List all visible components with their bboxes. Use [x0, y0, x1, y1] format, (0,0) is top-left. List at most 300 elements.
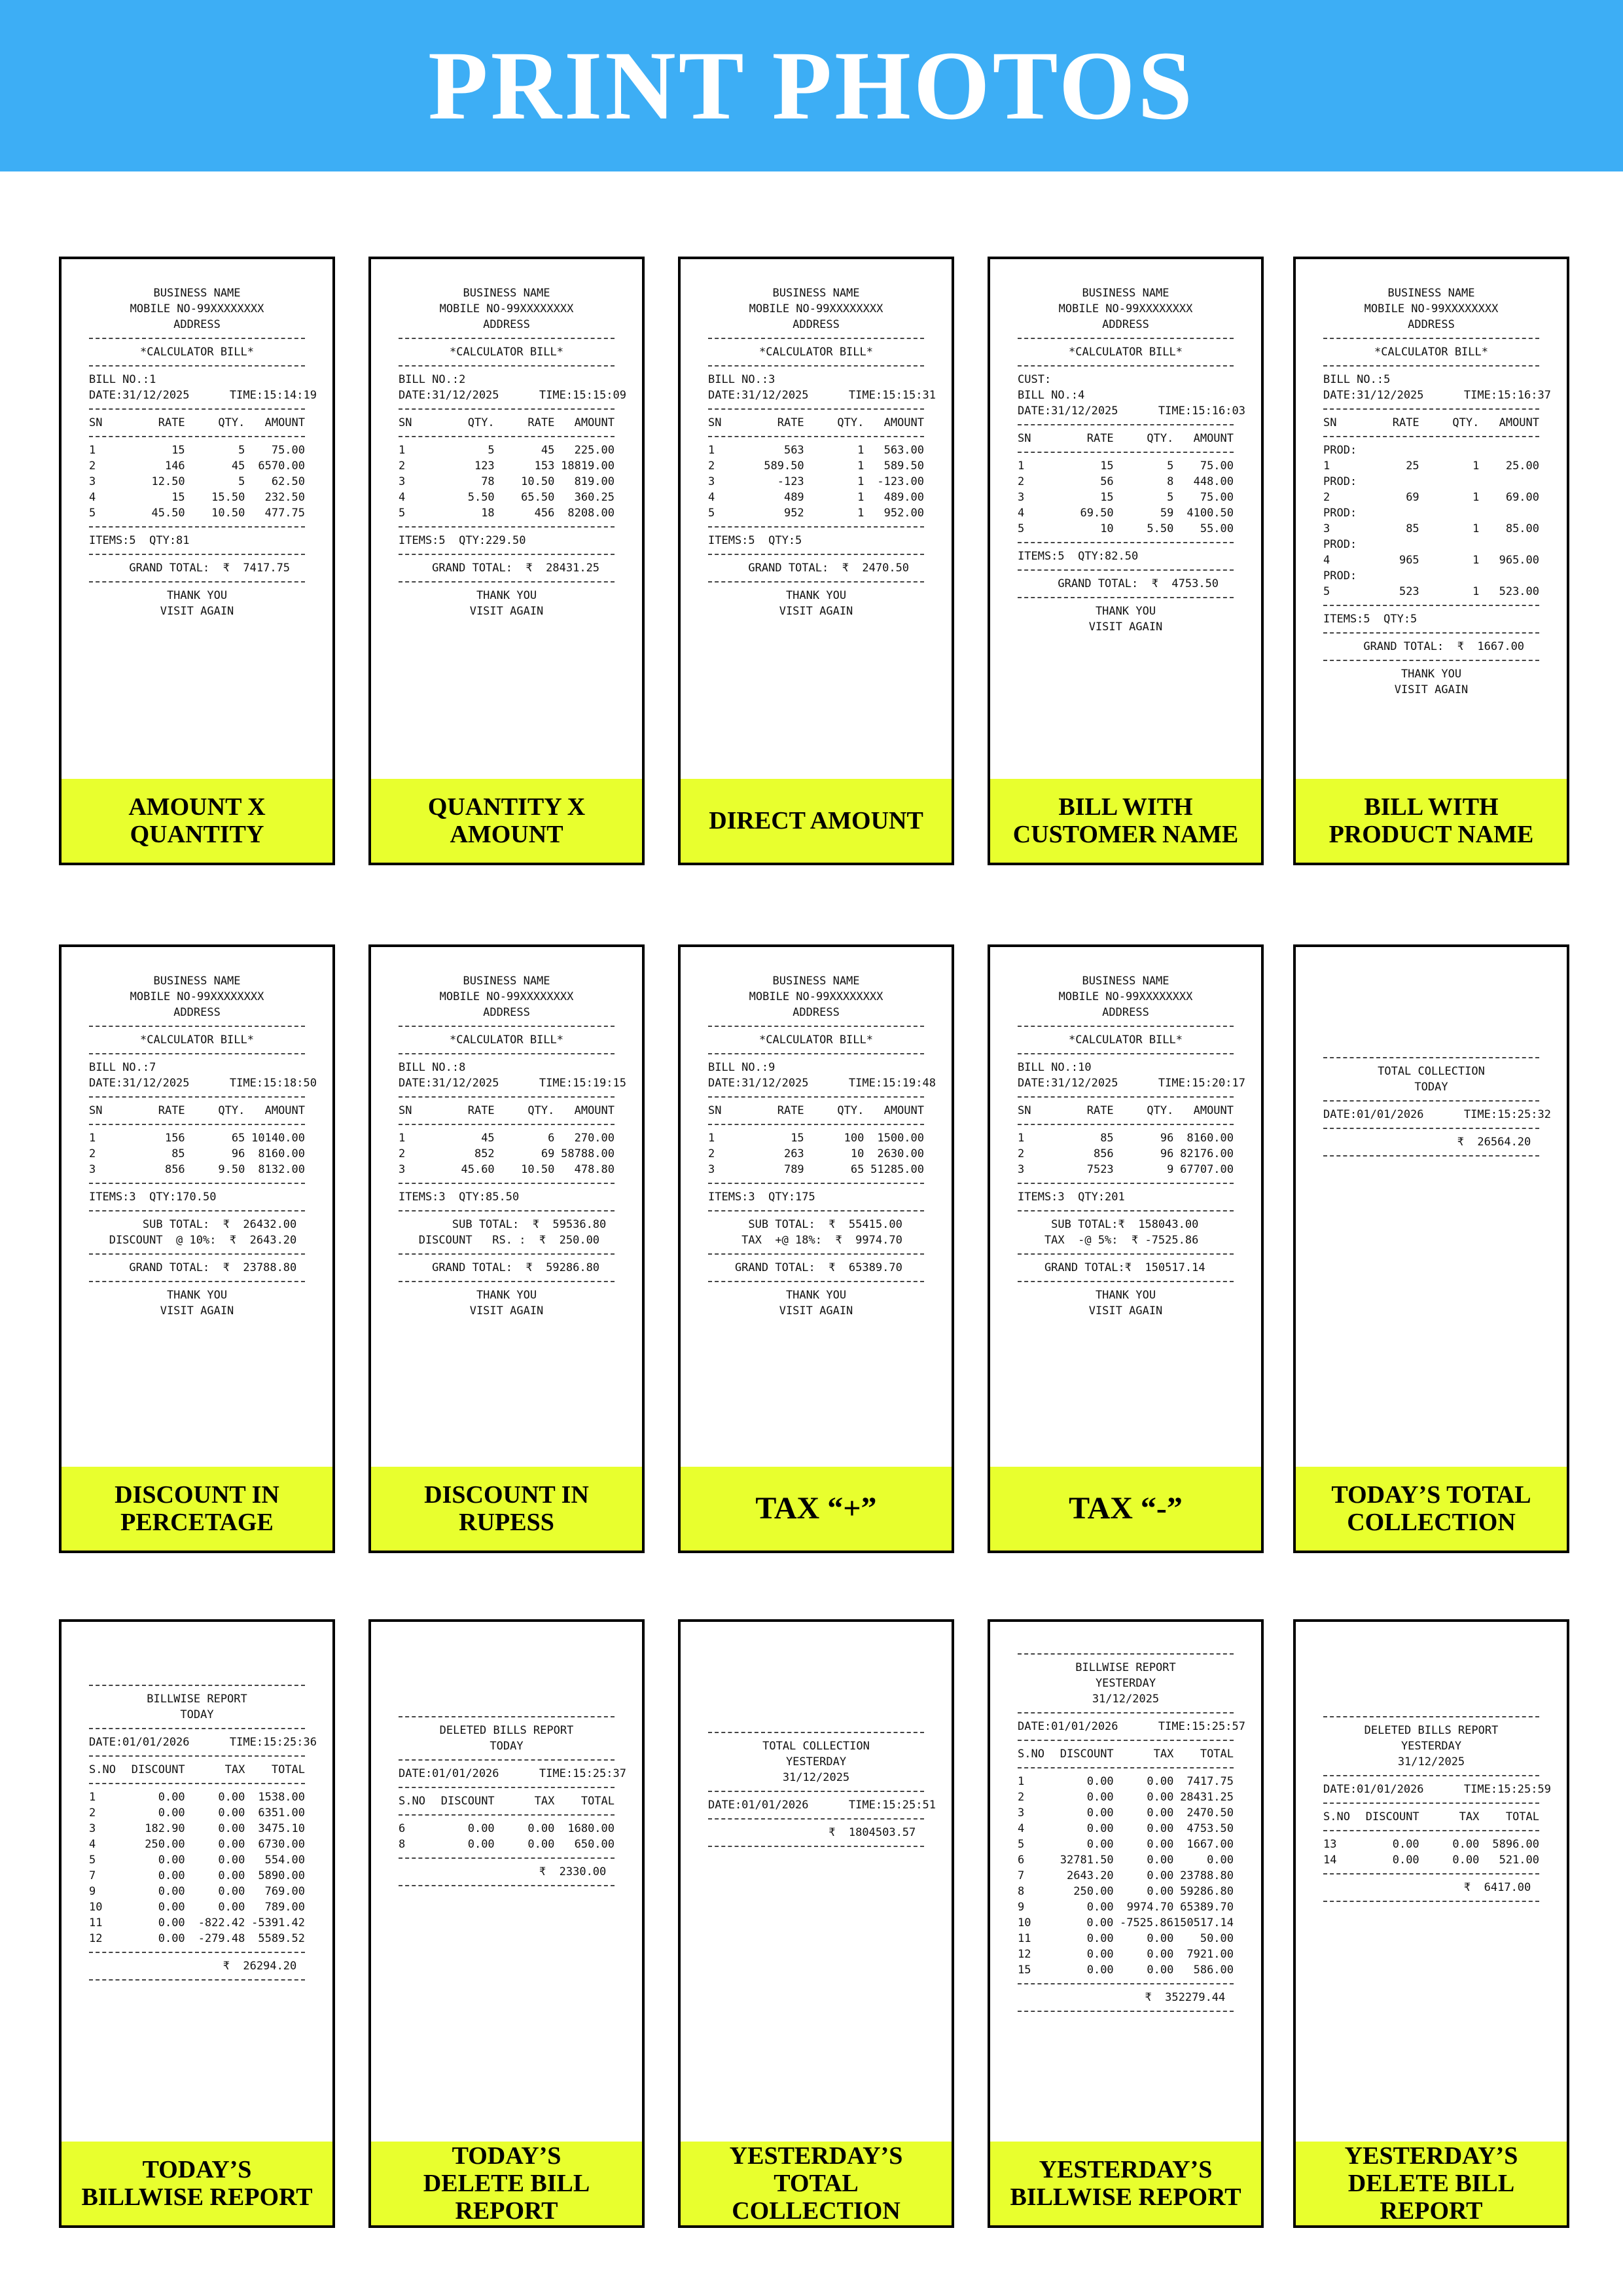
receipt-cell: 7921.00	[1186, 1948, 1234, 1961]
receipt-row	[399, 1837, 615, 1852]
receipt-cell: 0.00	[218, 1885, 245, 1898]
receipt-row	[1018, 1931, 1234, 1946]
receipt-cell: 521.00	[1499, 1854, 1540, 1867]
receipt-cell: 5896.00	[1492, 1838, 1540, 1851]
receipt-line: VISIT AGAIN	[779, 1304, 853, 1318]
receipt-cell: SN	[708, 416, 722, 429]
receipt-cell: 96	[1160, 1147, 1174, 1160]
receipt-line: MOBILE NO-99XXXXXXXX	[1058, 990, 1193, 1003]
receipt-line: DATE:31/12/2025 TIME:15:16:37	[1323, 389, 1551, 402]
dashed-divider	[1323, 365, 1539, 367]
receipt-cell: 1500.00	[877, 1132, 925, 1145]
receipt-cell: 2	[1018, 475, 1025, 488]
dashed-divider	[399, 1096, 615, 1098]
receipt-cell: 250.00	[1073, 1885, 1114, 1898]
receipt-line: GRAND TOTAL:₹ 150517.14	[1018, 1261, 1205, 1274]
receipt-caption: TODAY’S TOTAL COLLECTION	[1296, 1467, 1567, 1551]
receipt-cell: 6	[399, 1822, 406, 1835]
dashed-divider	[708, 408, 924, 410]
dashed-divider	[1018, 452, 1234, 453]
receipt-cell: 59286.80	[1180, 1885, 1234, 1898]
receipt-caption: BILL WITH PRODUCT NAME	[1296, 779, 1567, 863]
receipt-cell: SN	[708, 1104, 722, 1117]
dashed-divider	[708, 1818, 924, 1820]
receipt-line: VISIT AGAIN	[160, 1304, 234, 1318]
receipt-cell: 96	[1160, 1132, 1174, 1145]
dashed-divider	[89, 338, 305, 339]
receipt-line: BILL NO.:3	[708, 373, 776, 386]
dashed-divider	[89, 1124, 305, 1125]
receipt-cell: 965	[1399, 554, 1419, 567]
receipt-line: MOBILE NO-99XXXXXXXX	[1364, 302, 1499, 315]
receipt-cell: RATE	[467, 1104, 495, 1117]
receipt-line: BILLWISE REPORT	[1075, 1661, 1176, 1674]
receipt-cell: 69	[1406, 491, 1419, 504]
receipt-line: DISCOUNT RS. : ₹ 250.00	[399, 1234, 600, 1247]
dashed-divider	[1323, 1155, 1539, 1157]
receipt-print	[990, 259, 1261, 771]
receipt-cell: 3	[708, 1163, 715, 1176]
receipt-cell: 0.00	[1086, 1901, 1114, 1914]
receipt-line: CUST:	[1018, 373, 1052, 386]
receipt-cell: 0.00	[218, 1869, 245, 1882]
receipt-row	[1323, 584, 1539, 600]
receipt-cell: 12	[1018, 1948, 1031, 1961]
receipt-cell: 51285.00	[870, 1163, 925, 1176]
receipt-line: MOBILE NO-99XXXXXXXX	[439, 302, 574, 315]
receipt-cell: 856	[164, 1163, 185, 1176]
receipt-row	[89, 1103, 305, 1119]
receipt-line: MOBILE NO-99XXXXXXXX	[130, 302, 264, 315]
receipt-cell: 6	[1018, 1854, 1025, 1867]
dashed-divider	[1018, 1740, 1234, 1741]
receipt-cell: 1	[89, 444, 96, 457]
receipt-row	[1018, 458, 1234, 474]
receipt-row	[399, 1821, 615, 1837]
receipt-row	[89, 1789, 305, 1805]
receipt-print	[681, 1622, 952, 2134]
receipt-card	[1293, 257, 1569, 865]
receipt-cell: 1	[708, 1132, 715, 1145]
receipt-print	[371, 1622, 642, 2134]
receipt-line: MOBILE NO-99XXXXXXXX	[1058, 302, 1193, 315]
receipt-cell: S.NO	[89, 1763, 116, 1776]
receipt-cell: 856	[1093, 1147, 1114, 1160]
receipt-cell: 100	[844, 1132, 865, 1145]
receipt-line: GRAND TOTAL: ₹ 7417.75	[89, 562, 291, 575]
dashed-divider	[1323, 632, 1539, 634]
receipt-cell: 8208.00	[567, 507, 615, 520]
receipt-cell: 14	[1323, 1854, 1337, 1867]
dashed-divider	[708, 1026, 924, 1027]
receipt-cell: 3	[89, 1822, 96, 1835]
dashed-divider	[1018, 1983, 1234, 1984]
receipt-print	[371, 947, 642, 1459]
receipt-cell: 263	[783, 1147, 804, 1160]
receipt-line: DATE:31/12/2025 TIME:15:15:09	[399, 389, 626, 402]
dashed-divider	[708, 1732, 924, 1733]
receipt-row	[1323, 521, 1539, 537]
dashed-divider	[708, 581, 924, 583]
receipt-cell: 477.75	[264, 507, 306, 520]
receipt-cell: TOTAL	[580, 1795, 615, 1808]
receipt-line: VISIT AGAIN	[1394, 683, 1469, 696]
dashed-divider	[399, 1210, 615, 1211]
receipt-line: GRAND TOTAL: ₹ 23788.80	[89, 1261, 297, 1274]
receipt-cell: 0.00	[218, 1791, 245, 1804]
receipt-card	[1293, 944, 1569, 1553]
receipt-line: DATE:01/01/2026 TIME:15:25:51	[708, 1799, 936, 1812]
receipt-cell: 1667.00	[1186, 1838, 1234, 1851]
receipt-cell: 78	[481, 475, 495, 488]
receipt-cell: 5	[399, 507, 406, 520]
receipt-cell: 0.00	[1207, 1854, 1234, 1867]
receipt-cell: 0.00	[1086, 1916, 1114, 1929]
receipt-line: TAX -@ 5%: ₹ -7525.86	[1018, 1234, 1199, 1247]
receipt-cell: 4	[1018, 507, 1025, 520]
receipt-cell: 32781.50	[1060, 1854, 1114, 1867]
receipt-row	[89, 442, 305, 458]
receipt-cell: 4753.50	[1186, 1822, 1234, 1835]
dashed-divider	[1018, 365, 1234, 367]
receipt-line: *CALCULATOR BILL*	[450, 1033, 563, 1047]
receipt-row	[1018, 474, 1234, 490]
receipt-cell: 1	[857, 444, 865, 457]
receipt-line: TODAY	[1414, 1081, 1448, 1094]
receipt-cell: SN	[1323, 416, 1337, 429]
receipt-cell: AMOUNT	[1193, 432, 1234, 445]
receipt-cell: 8160.00	[258, 1147, 306, 1160]
receipt-cell: 0.00	[527, 1838, 555, 1851]
receipt-cell: 1	[1472, 491, 1480, 504]
dashed-divider	[1018, 1124, 1234, 1125]
receipt-print	[1296, 259, 1567, 771]
receipt-cell: 5.50	[1147, 522, 1174, 535]
receipt-row	[1018, 1746, 1234, 1762]
receipt-cell: 65	[850, 1163, 865, 1176]
receipt-cell: 563.00	[883, 444, 925, 457]
receipt-line: PROD:	[1323, 507, 1357, 520]
receipt-cell: 150517.14	[1173, 1916, 1234, 1929]
dashed-divider	[399, 1053, 615, 1054]
receipt-cell: TOTAL	[1200, 1748, 1234, 1761]
receipt-cell: 8	[1018, 1885, 1025, 1898]
dashed-divider	[1323, 1873, 1539, 1874]
receipt-row	[1323, 1809, 1539, 1825]
dashed-divider	[399, 1183, 615, 1184]
receipt-row	[399, 1146, 615, 1162]
receipt-cell: 59	[1160, 507, 1174, 520]
receipt-line: THANK YOU	[785, 589, 847, 602]
receipt-line: DELETED BILLS REPORT	[1364, 1724, 1499, 1737]
receipt-row	[1018, 1884, 1234, 1899]
receipt-cell: 75.00	[1200, 459, 1234, 473]
receipt-cell: S.NO	[1323, 1810, 1350, 1823]
receipt-card	[59, 1619, 335, 2228]
receipt-line: BILL NO.:2	[399, 373, 466, 386]
receipt-cell: 0.00	[527, 1822, 555, 1835]
dashed-divider	[1018, 542, 1234, 543]
dashed-divider	[708, 1846, 924, 1847]
receipt-cell: 58788.00	[561, 1147, 615, 1160]
receipt-cell: 1	[399, 444, 406, 457]
receipt-line: ITEMS:5 QTY:81	[89, 534, 190, 547]
receipt-row	[1018, 431, 1234, 446]
receipt-cell: 0.00	[1086, 1775, 1114, 1788]
receipt-caption: TAX “-”	[990, 1467, 1261, 1551]
dashed-divider	[708, 1183, 924, 1184]
receipt-line: PROD:	[1323, 475, 1357, 488]
receipt-line: *CALCULATOR BILL*	[1069, 346, 1183, 359]
dashed-divider	[1018, 1767, 1234, 1768]
receipt-print	[990, 947, 1261, 1459]
receipt-cell: 5589.52	[258, 1932, 306, 1945]
receipt-cell: 6	[548, 1132, 555, 1145]
receipt-row	[89, 1805, 305, 1821]
receipt-print	[1296, 947, 1567, 1459]
receipt-line: VISIT AGAIN	[469, 1304, 544, 1318]
receipt-row	[89, 1162, 305, 1177]
receipt-cell: 789.00	[264, 1901, 306, 1914]
receipt-row	[89, 1884, 305, 1899]
dashed-divider	[89, 1281, 305, 1282]
receipt-line: SUB TOTAL: ₹ 26432.00	[89, 1218, 297, 1231]
receipt-cell: 1	[857, 475, 865, 488]
receipt-cell: 62.50	[271, 475, 306, 488]
receipt-row	[1018, 1103, 1234, 1119]
receipt-line: BILL NO.:5	[1323, 373, 1391, 386]
receipt-cell: 5	[1323, 585, 1330, 598]
receipt-line: ADDRESS	[1408, 318, 1455, 331]
dashed-divider	[708, 436, 924, 437]
receipt-cell: 69.50	[1080, 507, 1114, 520]
receipt-cell: 0.00	[1147, 1791, 1174, 1804]
dashed-divider	[708, 1253, 924, 1255]
receipt-cell: 0.00	[1392, 1854, 1419, 1867]
dashed-divider	[399, 1124, 615, 1125]
dashed-divider	[1018, 2011, 1234, 2012]
receipt-line: GRAND TOTAL: ₹ 65389.70	[708, 1261, 902, 1274]
receipt-row	[1018, 1805, 1234, 1821]
dashed-divider	[89, 526, 305, 528]
receipt-row	[89, 1868, 305, 1884]
receipt-cell: -279.48	[198, 1932, 245, 1945]
receipt-row	[708, 474, 924, 490]
receipt-cell: 563	[783, 444, 804, 457]
receipt-cell: 478.80	[574, 1163, 615, 1176]
receipt-line: *CALCULATOR BILL*	[140, 346, 254, 359]
receipt-cell: 18819.00	[561, 459, 615, 473]
receipt-cell: 5	[238, 444, 245, 457]
receipt-cell: SN	[399, 416, 412, 429]
receipt-cell: -5391.42	[251, 1916, 306, 1929]
dashed-divider	[708, 1791, 924, 1792]
receipt-cell: 0.00	[158, 1916, 185, 1929]
receipt-cell: 4	[1018, 1822, 1025, 1835]
receipt-card	[1293, 1619, 1569, 2228]
receipt-cell: 10	[89, 1901, 103, 1914]
dashed-divider	[1018, 338, 1234, 339]
receipt-line: SUB TOTAL: ₹ 59536.80	[399, 1218, 607, 1231]
receipt-line: *CALCULATOR BILL*	[1374, 346, 1488, 359]
dashed-divider	[399, 1253, 615, 1255]
receipt-line: ITEMS:5 QTY:82.50	[1018, 550, 1139, 563]
receipt-cell: 8132.00	[258, 1163, 306, 1176]
dashed-divider	[89, 1979, 305, 1981]
receipt-print	[62, 947, 332, 1459]
receipt-cell: 2	[89, 1147, 96, 1160]
dashed-divider	[1323, 1716, 1539, 1717]
receipt-cell: 1	[1472, 522, 1480, 535]
receipt-cell: DISCOUNT	[1060, 1748, 1114, 1761]
receipt-cell: TAX	[1459, 1810, 1480, 1823]
receipt-cell: 2	[1018, 1147, 1025, 1160]
receipt-cell: 0.00	[1147, 1806, 1174, 1820]
receipt-cell: 15	[791, 1132, 804, 1145]
receipt-line: TODAY	[180, 1708, 214, 1721]
receipt-cell: AMOUNT	[883, 416, 925, 429]
receipt-cell: 0.00	[1086, 1838, 1114, 1851]
receipt-row	[1323, 1852, 1539, 1868]
receipt-row	[1018, 1146, 1234, 1162]
receipt-cell: 489.00	[883, 491, 925, 504]
receipt-row	[1018, 1852, 1234, 1868]
receipt-cell: RATE	[777, 416, 804, 429]
dashed-divider	[1018, 1096, 1234, 1098]
receipt-cell: 650.00	[574, 1838, 615, 1851]
receipt-cell: -123	[777, 475, 804, 488]
receipt-cell: 5.50	[467, 491, 495, 504]
receipt-cell: 65	[231, 1132, 245, 1145]
receipt-cell: 2	[399, 1147, 406, 1160]
receipt-card	[678, 257, 954, 865]
receipt-cell: QTY.	[467, 416, 495, 429]
receipt-line: ITEMS:3 QTY:85.50	[399, 1191, 520, 1204]
page-title: PRINT PHOTOS	[428, 31, 1195, 140]
receipt-cell: QTY.	[527, 1104, 555, 1117]
receipt-cell: 9	[1167, 1163, 1174, 1176]
receipt-print	[371, 259, 642, 771]
receipt-line: ADDRESS	[483, 1006, 530, 1019]
receipt-cell: 250.00	[145, 1838, 185, 1851]
receipt-line: DATE:31/12/2025 TIME:15:16:03	[1018, 404, 1245, 418]
receipt-cell: 1	[1472, 585, 1480, 598]
receipt-cell: 182.90	[145, 1822, 185, 1835]
receipt-cell: 0.00	[158, 1885, 185, 1898]
receipt-cell: RATE	[1086, 1104, 1114, 1117]
receipt-line: ₹ 2330.00	[399, 1865, 607, 1878]
receipt-caption: TODAY’S BILLWISE REPORT	[62, 2142, 332, 2225]
receipt-line: 31/12/2025	[1092, 1693, 1160, 1706]
receipt-row	[399, 505, 615, 521]
receipt-row	[708, 1103, 924, 1119]
receipt-cell: 0.00	[1086, 1806, 1114, 1820]
receipt-caption: QUANTITY X AMOUNT	[371, 779, 642, 863]
receipt-cell: RATE	[527, 416, 555, 429]
receipt-line: THANK YOU	[166, 1289, 228, 1302]
receipt-cell: 554.00	[264, 1854, 306, 1867]
receipt-cell: 12.50	[151, 475, 185, 488]
receipt-caption: YESTERDAY’S TOTAL COLLECTION	[681, 2142, 952, 2225]
receipt-cell: 9	[89, 1885, 96, 1898]
receipt-cell: 3475.10	[258, 1822, 306, 1835]
dashed-divider	[89, 1783, 305, 1784]
receipt-cell: 5	[1018, 522, 1025, 535]
receipt-cell: TOTAL	[1505, 1810, 1540, 1823]
receipt-caption: TODAY’S DELETE BILL REPORT	[371, 2142, 642, 2225]
dashed-divider	[1018, 1026, 1234, 1027]
receipt-line: THANK YOU	[785, 1289, 847, 1302]
receipt-cell: 225.00	[574, 444, 615, 457]
receipt-cell: -822.42	[198, 1916, 245, 1929]
receipt-cell: 6730.00	[258, 1838, 306, 1851]
receipt-line: *CALCULATOR BILL*	[450, 346, 563, 359]
receipt-line: ₹ 6417.00	[1323, 1881, 1531, 1894]
receipt-cell: 25	[1406, 459, 1419, 473]
receipt-row	[1018, 521, 1234, 537]
receipt-line: THANK YOU	[1095, 1289, 1156, 1302]
dashed-divider	[89, 436, 305, 437]
receipt-cell: 15	[1100, 491, 1114, 504]
receipt-cell: 10.50	[211, 507, 245, 520]
receipt-card	[368, 1619, 645, 2228]
receipt-cell: 3	[708, 475, 715, 488]
receipt-cell: 8	[1167, 475, 1174, 488]
receipt-cell: 45.60	[461, 1163, 495, 1176]
receipt-cell: 0.00	[218, 1822, 245, 1835]
receipt-cell: 5	[89, 507, 96, 520]
receipt-cell: 1	[1018, 1775, 1025, 1788]
receipt-line: *CALCULATOR BILL*	[759, 346, 873, 359]
receipt-line: GRAND TOTAL: ₹ 4753.50	[1018, 577, 1219, 590]
receipt-cell: 1	[89, 1132, 96, 1145]
receipt-line: BUSINESS NAME	[1082, 975, 1169, 988]
receipt-line: TOTAL COLLECTION	[762, 1740, 870, 1753]
receipt-cell: 1	[1323, 459, 1330, 473]
receipt-cell: 9.50	[218, 1163, 245, 1176]
receipt-row	[708, 1146, 924, 1162]
receipt-line: TODAY	[490, 1740, 524, 1753]
receipt-line: ITEMS:3 QTY:175	[708, 1191, 815, 1204]
receipt-cell: 360.25	[574, 491, 615, 504]
dashed-divider	[399, 554, 615, 555]
receipt-line: DATE:01/01/2026 TIME:15:25:57	[1018, 1720, 1245, 1733]
receipt-line: ₹ 352279.44	[1018, 1991, 1226, 2004]
receipt-cell: QTY.	[1452, 416, 1480, 429]
receipt-cell: 270.00	[574, 1132, 615, 1145]
receipt-caption: DIRECT AMOUNT	[681, 779, 952, 863]
dashed-divider	[1018, 1183, 1234, 1184]
receipt-cell: 2	[708, 459, 715, 473]
receipt-line: ITEMS:3 QTY:201	[1018, 1191, 1125, 1204]
receipt-line: THANK YOU	[166, 589, 228, 602]
dashed-divider	[399, 408, 615, 410]
dashed-divider	[1323, 1128, 1539, 1129]
receipt-cell: 8	[399, 1838, 406, 1851]
receipt-row	[1323, 552, 1539, 568]
receipt-line: SUB TOTAL: ₹ 55415.00	[708, 1218, 902, 1231]
dashed-divider	[1323, 1057, 1539, 1058]
receipt-cell: 11	[89, 1916, 103, 1929]
receipt-cell: 15	[1100, 459, 1114, 473]
receipt-card	[368, 944, 645, 1553]
receipt-cell: 3	[89, 1163, 96, 1176]
dashed-divider	[89, 1026, 305, 1027]
receipt-cell: 69.00	[1505, 491, 1540, 504]
receipt-row	[1323, 1837, 1539, 1852]
receipt-line: DATE:31/12/2025 TIME:15:19:48	[708, 1077, 936, 1090]
receipt-line: BUSINESS NAME	[463, 287, 550, 300]
